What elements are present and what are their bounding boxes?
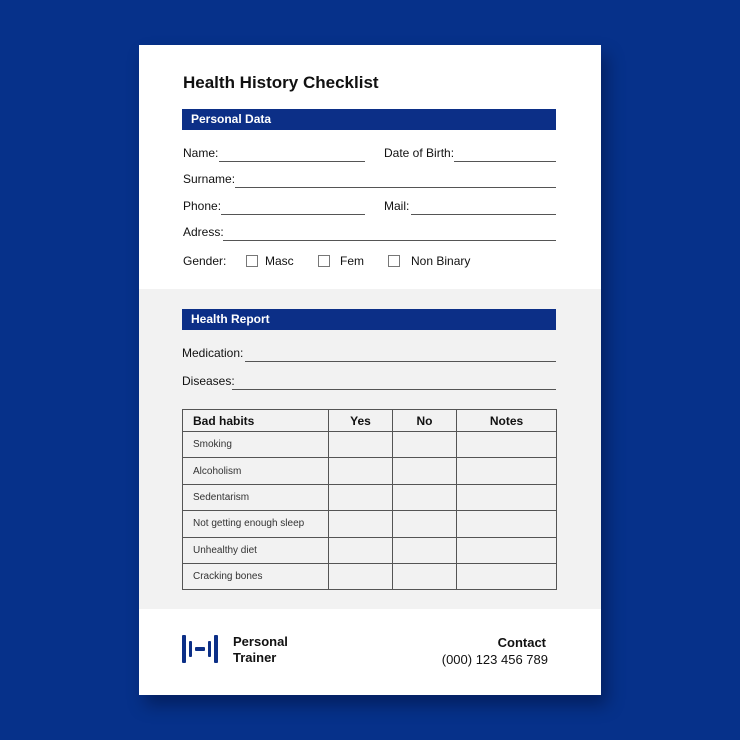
name-field[interactable]: [219, 161, 365, 162]
table-row: [183, 537, 557, 563]
mail-field[interactable]: [411, 214, 556, 215]
contact-phone: (000) 123 456 789: [441, 652, 548, 667]
notes-cell[interactable]: [457, 511, 557, 537]
habit-label: Sedentarism: [183, 484, 329, 510]
surname-field[interactable]: [235, 187, 556, 188]
no-cell[interactable]: [393, 484, 457, 510]
surname-label: Surname:: [183, 172, 236, 186]
no-cell[interactable]: [393, 432, 457, 458]
phone-field[interactable]: [221, 214, 365, 215]
table-row: [183, 484, 557, 510]
col-bad-habits: Bad habits: [183, 410, 329, 432]
notes-cell[interactable]: [457, 484, 557, 510]
no-cell[interactable]: [393, 537, 457, 563]
notes-cell[interactable]: [457, 563, 557, 589]
medication-label: Medication:: [182, 346, 244, 360]
address-label: Adress:: [183, 225, 224, 239]
habit-label: Cracking bones: [183, 563, 329, 589]
bad-habits-table: [182, 409, 557, 590]
yes-cell[interactable]: [329, 432, 393, 458]
no-cell[interactable]: [393, 511, 457, 537]
form-sheet: [139, 45, 601, 695]
table-row: [183, 563, 557, 589]
gender-masc-checkbox[interactable]: [246, 255, 258, 267]
gender-masc-label: Masc: [265, 254, 294, 268]
no-cell[interactable]: [393, 563, 457, 589]
medication-field[interactable]: [245, 361, 556, 362]
habit-label: Not getting enough sleep: [183, 511, 329, 537]
diseases-label: Diseases:: [182, 374, 235, 388]
yes-cell[interactable]: [329, 458, 393, 484]
col-notes: Notes: [457, 410, 557, 432]
brand-line-1: Personal: [233, 634, 288, 649]
name-label: Name:: [183, 146, 219, 160]
brand-line-2: Trainer: [233, 650, 277, 665]
table-header-row: [183, 410, 557, 432]
yes-cell[interactable]: [329, 537, 393, 563]
notes-cell[interactable]: [457, 458, 557, 484]
habit-label: Smoking: [183, 432, 329, 458]
no-cell[interactable]: [393, 458, 457, 484]
diseases-field[interactable]: [232, 389, 556, 390]
phone-label: Phone:: [183, 199, 222, 213]
col-yes: Yes: [329, 410, 393, 432]
habit-label: Unhealthy diet: [183, 537, 329, 563]
contact-title: Contact: [497, 635, 546, 650]
table-row: [183, 458, 557, 484]
yes-cell[interactable]: [329, 511, 393, 537]
habit-label: Alcoholism: [183, 458, 329, 484]
gender-fem-label: Fem: [340, 254, 364, 268]
yes-cell[interactable]: [329, 563, 393, 589]
gender-fem-checkbox[interactable]: [318, 255, 330, 267]
dob-label: Date of Birth:: [384, 146, 455, 160]
gender-nonbinary-checkbox[interactable]: [388, 255, 400, 267]
notes-cell[interactable]: [457, 432, 557, 458]
dumbbell-icon: [182, 635, 218, 668]
table-row: [183, 511, 557, 537]
brand-name: [233, 634, 288, 666]
dob-field[interactable]: [454, 161, 556, 162]
health-report-header: Health Report: [182, 309, 556, 330]
address-field[interactable]: [223, 240, 556, 241]
gender-nonbinary-label: Non Binary: [411, 254, 471, 268]
table-row: [183, 432, 557, 458]
form-title: Health History Checklist: [183, 73, 379, 92]
yes-cell[interactable]: [329, 484, 393, 510]
notes-cell[interactable]: [457, 537, 557, 563]
mail-label: Mail:: [384, 199, 410, 213]
personal-data-header: Personal Data: [182, 109, 556, 130]
col-no: No: [393, 410, 457, 432]
gender-label: Gender:: [183, 254, 227, 268]
